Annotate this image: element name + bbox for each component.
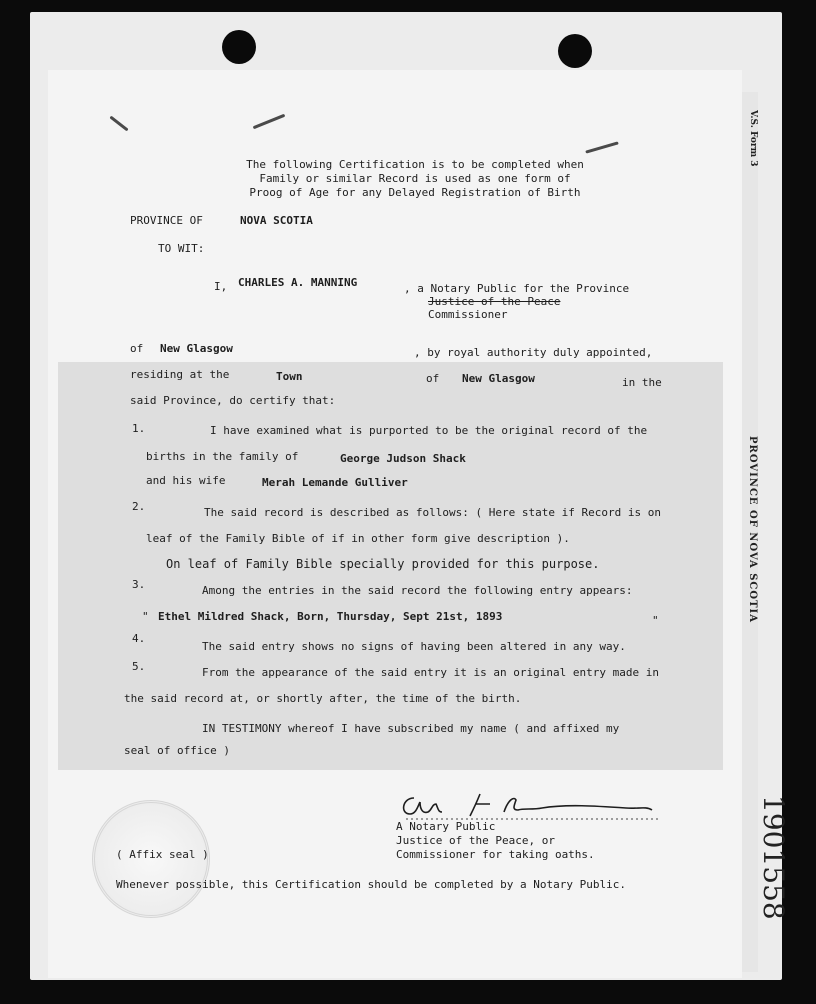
item-3-entry: Ethel Mildred Shack, Born, Thursday, Sept 21st, 1893 <box>158 610 503 623</box>
header-line-1: The following Certification is to be completed when <box>246 158 584 171</box>
declarant-title: , a Notary Public for the Province <box>404 282 630 295</box>
header-line-3: Proog of Age for any Delayed Registration of Birth <box>249 186 581 199</box>
signer-role-commissioner: Commissioner for taking oaths. <box>396 848 595 861</box>
signature <box>396 790 666 824</box>
header-line-2: Family or similar Record is used as one form of <box>259 172 571 185</box>
affix-seal-label: ( Affix seal ) <box>116 848 209 861</box>
item-5-text-1: From the appearance of the said entry it is an original entry made in <box>202 666 659 679</box>
item-1-number: 1. <box>132 422 146 435</box>
authority-text: , by royal authority duly appointed, <box>414 346 653 359</box>
handwritten-number: 1901558 <box>757 795 790 920</box>
item-2-text-1: The said record is described as follows: ( Here state if Record is on <box>204 506 661 519</box>
item-3-quote-close: " <box>652 614 659 627</box>
testimony-line-1: IN TESTIMONY whereof I have subscribed my name ( and affixed my <box>202 722 620 735</box>
side-province-label: PROVINCE OF NOVA SCOTIA <box>747 436 758 623</box>
item-1-text: I have examined what is purported to be the original record of the <box>210 424 648 437</box>
form-number-label: V.S. Form 3 <box>748 110 758 167</box>
item-1-family-value: George Judson Shack <box>340 452 466 465</box>
item-3-quote-open: " <box>142 610 149 623</box>
residing-value: Town <box>276 370 303 383</box>
of2-label: of <box>426 372 440 385</box>
certify-line: said Province, do certify that: <box>130 394 336 407</box>
of2-value: New Glasgow <box>462 372 535 385</box>
item-2-text-2: leaf of the Family Bible of if in other form give description ). <box>146 532 570 545</box>
item-4-text: The said entry shows no signs of having been altered in any way. <box>202 640 626 653</box>
province-value: NOVA SCOTIA <box>240 214 313 227</box>
item-2-number: 2. <box>132 500 146 513</box>
declarant-title-struck: Justice of the Peace <box>428 295 561 308</box>
item-2-answer: On leaf of Family Bible specially provided for this purpose. <box>166 557 600 571</box>
punch-hole-left <box>222 30 256 64</box>
footer-note: Whenever possible, this Certification should be completed by a Notary Public. <box>116 878 626 891</box>
signer-role-notary: A Notary Public <box>396 820 496 833</box>
to-wit-label: TO WIT: <box>158 242 205 255</box>
of-label: of <box>130 342 144 355</box>
item-3-text: Among the entries in the said record the following entry appears: <box>202 584 633 597</box>
testimony-line-2: seal of office ) <box>124 744 230 757</box>
signer-role-justice: Justice of the Peace, or <box>396 834 555 847</box>
declarant-prefix: I, <box>214 280 228 293</box>
item-3-number: 3. <box>132 578 146 591</box>
item-1-wife-label: and his wife <box>146 474 226 487</box>
of-value: New Glasgow <box>160 342 233 355</box>
punch-hole-right <box>558 34 592 68</box>
declarant-name: CHARLES A. MANNING <box>238 276 358 289</box>
item-4-number: 4. <box>132 632 146 645</box>
residing-label: residing at the <box>130 368 230 381</box>
item-5-text-2: the said record at, or shortly after, the time of the birth. <box>124 692 522 705</box>
item-1-family-label: births in the family of <box>146 450 299 463</box>
in-the-text: in the <box>622 376 662 389</box>
declarant-title-commissioner: Commissioner <box>428 308 508 321</box>
province-label: PROVINCE OF <box>130 214 203 227</box>
item-5-number: 5. <box>132 660 146 673</box>
item-1-wife-value: Merah Lemande Gulliver <box>262 476 408 489</box>
